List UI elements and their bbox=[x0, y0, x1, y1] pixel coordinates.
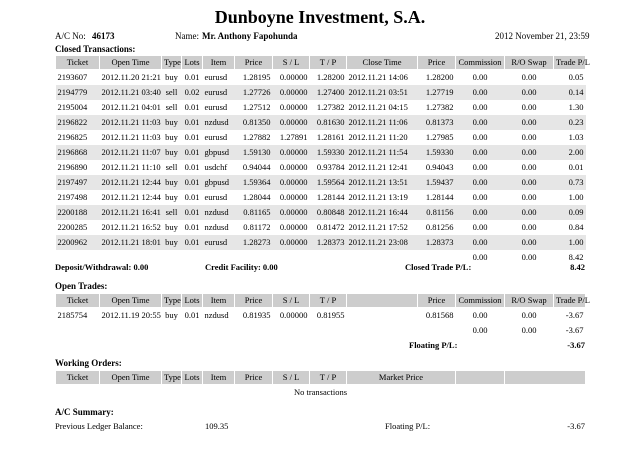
summary-title: A/C Summary: bbox=[55, 407, 114, 417]
table-cell: 0.00 bbox=[456, 205, 505, 220]
credit-label: Credit Facility: bbox=[205, 262, 261, 272]
working-empty-row bbox=[56, 385, 586, 401]
table-cell: 2196890 bbox=[57, 162, 88, 172]
table-cell: 1.28144 bbox=[316, 192, 345, 202]
table-cell: 1.27719 bbox=[418, 85, 456, 100]
table-cell: 1.00 bbox=[568, 192, 584, 202]
table-cell: 0.00 bbox=[472, 102, 488, 112]
table-cell: 1.28273 bbox=[235, 235, 273, 250]
table-cell: 0.00 bbox=[505, 145, 554, 160]
table-cell: 1.27512 bbox=[242, 102, 271, 112]
table-cell: 2012.11.21 11:03 bbox=[100, 115, 162, 130]
table-cell bbox=[347, 308, 418, 324]
table-cell: 1.27382 bbox=[425, 102, 454, 112]
table-cell: 0.00 bbox=[521, 310, 537, 320]
closed-pl-label: Closed Trade P/L: bbox=[405, 262, 472, 272]
column-header: Lots bbox=[182, 294, 203, 308]
table-cell: buy bbox=[162, 115, 182, 130]
deposit-value: 0.00 bbox=[133, 262, 149, 272]
name-label: Name: bbox=[175, 31, 199, 41]
table-cell: 0.81472 bbox=[316, 222, 345, 232]
table-cell: 0.00 bbox=[472, 72, 488, 82]
table-cell: 1.27400 bbox=[310, 85, 347, 100]
table-cell: 0.00000 bbox=[279, 222, 308, 232]
column-header: Market Price bbox=[347, 371, 456, 385]
table-cell: 0.00 bbox=[472, 162, 488, 172]
account-name: Mr. Anthony Fapohunda bbox=[202, 31, 298, 41]
table-cell: 2012.11.21 16:41 bbox=[100, 205, 162, 220]
column-header: Type bbox=[162, 56, 182, 70]
table-row[interactable] bbox=[56, 220, 586, 235]
column-header: Item bbox=[203, 371, 235, 385]
table-cell: 0.00 bbox=[521, 72, 537, 82]
table-cell: 0.81256 bbox=[425, 222, 454, 232]
table-cell: 0.05 bbox=[568, 72, 584, 82]
table-cell: 2195004 bbox=[57, 102, 88, 112]
account-number-label: A/C No: bbox=[55, 31, 86, 41]
open-trades-table bbox=[55, 293, 590, 338]
table-cell: 2012.11.21 11:54 bbox=[347, 145, 418, 160]
table-cell: 0.00000 bbox=[273, 115, 310, 130]
table-row[interactable] bbox=[56, 235, 586, 250]
column-header: S / L bbox=[273, 56, 310, 70]
table-cell: 2012.11.21 12:44 bbox=[101, 192, 161, 202]
deposit-label: Deposit/Withdrawal: bbox=[55, 262, 132, 272]
column-header: Ticket bbox=[56, 371, 100, 385]
table-cell: 2197498 bbox=[57, 192, 88, 202]
table-cell: 0.01 bbox=[184, 72, 200, 82]
table-cell: 2012.11.19 20:55 bbox=[101, 310, 161, 320]
table-row[interactable] bbox=[56, 70, 586, 86]
table-cell: 0.01 bbox=[182, 115, 203, 130]
working-orders-title: Working Orders: bbox=[55, 358, 122, 368]
table-cell: 0.00000 bbox=[279, 310, 308, 320]
column-header: Commission bbox=[456, 56, 505, 70]
table-row[interactable] bbox=[56, 85, 586, 100]
table-cell: eurusd bbox=[204, 102, 228, 112]
table-cell: eurusd bbox=[204, 72, 228, 82]
column-header: S / L bbox=[273, 371, 310, 385]
table-cell: 0.00 bbox=[505, 205, 554, 220]
table-cell: gbpusd bbox=[203, 175, 235, 190]
column-header: T / P bbox=[310, 294, 347, 308]
table-cell: 1.00 bbox=[554, 235, 586, 250]
column-header: Ticket bbox=[56, 294, 100, 308]
table-cell: sell bbox=[165, 102, 178, 112]
table-row[interactable] bbox=[56, 160, 586, 175]
table-cell: 0.01 bbox=[184, 102, 200, 112]
table-cell: nzdusd bbox=[204, 222, 229, 232]
no-transactions-text: No transactions bbox=[293, 387, 348, 397]
table-cell: 0.01 bbox=[182, 175, 203, 190]
table-cell: 2012.11.21 04:15 bbox=[348, 102, 408, 112]
table-cell: eurusd bbox=[203, 235, 235, 250]
table-cell: 0.23 bbox=[554, 115, 586, 130]
open-floating-label: Floating P/L: bbox=[409, 340, 458, 350]
table-cell: 0.01 bbox=[184, 192, 200, 202]
column-header: Close Time bbox=[347, 56, 418, 70]
table-cell: buy bbox=[162, 235, 182, 250]
account-number: 46173 bbox=[92, 31, 115, 41]
table-cell: 0.00 bbox=[521, 132, 537, 142]
column-header: Lots bbox=[182, 371, 203, 385]
table-cell: 0.81955 bbox=[316, 310, 345, 320]
table-cell: 0.81630 bbox=[310, 115, 347, 130]
table-cell: nzdusd bbox=[203, 205, 235, 220]
table-cell: 2012.11.20 21:21 bbox=[101, 72, 161, 82]
column-header: Price bbox=[418, 294, 456, 308]
table-cell: 2012.11.21 18:01 bbox=[100, 235, 162, 250]
table-cell: 2012.11.21 11:03 bbox=[101, 132, 161, 142]
table-cell: 2185754 bbox=[57, 310, 88, 320]
table-cell: 0.81350 bbox=[235, 115, 273, 130]
table-cell: 2012.11.21 04:01 bbox=[101, 102, 161, 112]
column-header: Ticket bbox=[56, 56, 100, 70]
table-cell: 0.00 bbox=[456, 115, 505, 130]
table-cell: 2012.11.21 14:06 bbox=[348, 72, 408, 82]
table-cell: 0.84 bbox=[568, 222, 584, 232]
table-cell: 2012.11.21 12:44 bbox=[100, 175, 162, 190]
table-cell: 2012.11.21 16:52 bbox=[101, 222, 161, 232]
table-cell: 1.28200 bbox=[316, 72, 345, 82]
table-cell: 0.00 bbox=[456, 145, 505, 160]
table-cell: 2193607 bbox=[57, 72, 88, 82]
table-cell: 1.28373 bbox=[310, 235, 347, 250]
table-cell: -3.67 bbox=[565, 310, 584, 320]
table-cell: 2012.11.21 11:06 bbox=[347, 115, 418, 130]
table-cell: 0.94043 bbox=[425, 162, 454, 172]
open-floating-value: -3.67 bbox=[567, 340, 585, 350]
table-row[interactable] bbox=[56, 145, 586, 160]
open-total-commission: 0.00 bbox=[472, 325, 488, 335]
table-cell: 0.01 bbox=[184, 132, 200, 142]
column-header: Open Time bbox=[100, 56, 162, 70]
table-cell: 0.00000 bbox=[273, 205, 310, 220]
table-cell: 2200285 bbox=[57, 222, 88, 232]
open-total-swap: 0.00 bbox=[521, 325, 537, 335]
previous-balance-value: 109.35 bbox=[205, 421, 229, 431]
previous-balance-label: Previous Ledger Balance: bbox=[55, 421, 143, 431]
column-header: Price bbox=[235, 56, 273, 70]
table-cell: eurusd bbox=[204, 132, 228, 142]
closed-total-commission: 0.00 bbox=[472, 252, 488, 262]
column-header: Type bbox=[162, 371, 182, 385]
table-cell: 1.59564 bbox=[310, 175, 347, 190]
deposit-withdrawal bbox=[55, 262, 148, 272]
table-cell: 0.01 bbox=[184, 222, 200, 232]
table-cell: 0.00 bbox=[521, 102, 537, 112]
table-cell: 0.00000 bbox=[279, 192, 308, 202]
table-row[interactable] bbox=[56, 205, 586, 220]
table-cell: 0.00 bbox=[521, 162, 537, 172]
table-cell: 0.00 bbox=[505, 85, 554, 100]
table-cell: 0.00000 bbox=[273, 175, 310, 190]
column-header: Open Time bbox=[100, 371, 162, 385]
column-header: Lots bbox=[182, 56, 203, 70]
table-cell: 0.81172 bbox=[243, 222, 271, 232]
table-cell: 0.93784 bbox=[316, 162, 345, 172]
column-header: Item bbox=[203, 294, 235, 308]
table-cell: 0.00 bbox=[456, 85, 505, 100]
table-cell: 1.59330 bbox=[310, 145, 347, 160]
table-cell: 0.80848 bbox=[310, 205, 347, 220]
table-cell: 2012.11.21 13:51 bbox=[347, 175, 418, 190]
table-cell: 1.59330 bbox=[418, 145, 456, 160]
table-cell: 0.00 bbox=[456, 175, 505, 190]
table-cell: 0.01 bbox=[184, 310, 200, 320]
table-cell: 1.27985 bbox=[425, 132, 454, 142]
credit-facility bbox=[205, 262, 278, 272]
closed-transactions-table bbox=[55, 55, 590, 265]
table-cell: 0.00 bbox=[472, 192, 488, 202]
summary-floating-value: -3.67 bbox=[567, 421, 585, 431]
table-cell: 0.73 bbox=[554, 175, 586, 190]
open-totals-row bbox=[56, 323, 586, 338]
table-cell: 0.00000 bbox=[273, 235, 310, 250]
open-total-pl: -3.67 bbox=[565, 325, 584, 335]
closed-transactions-title: Closed Transactions: bbox=[55, 44, 136, 54]
table-cell: 0.14 bbox=[554, 85, 586, 100]
working-orders-table bbox=[55, 370, 586, 400]
table-cell: 1.59437 bbox=[418, 175, 456, 190]
table-cell: 2012.11.21 13:19 bbox=[348, 192, 408, 202]
table-cell: 0.00 bbox=[505, 115, 554, 130]
table-cell: buy bbox=[165, 132, 178, 142]
table-cell: 2196825 bbox=[57, 132, 88, 142]
table-cell: 0.81373 bbox=[418, 115, 456, 130]
table-cell: 1.28161 bbox=[316, 132, 345, 142]
table-cell: 0.01 bbox=[182, 145, 203, 160]
table-cell: buy bbox=[165, 72, 178, 82]
table-cell: 0.81156 bbox=[418, 205, 456, 220]
column-header bbox=[347, 294, 418, 308]
column-header: R/O Swap bbox=[505, 56, 554, 70]
table-cell: 0.09 bbox=[554, 205, 586, 220]
credit-value: 0.00 bbox=[262, 262, 278, 272]
table-row[interactable] bbox=[56, 175, 586, 190]
table-cell: 2012.11.21 11:20 bbox=[348, 132, 408, 142]
table-cell: 0.00 bbox=[472, 222, 488, 232]
column-header: T / P bbox=[310, 371, 347, 385]
column-header: Item bbox=[203, 56, 235, 70]
report-datetime: 2012 November 21, 23:59 bbox=[495, 31, 590, 41]
table-cell: 2200962 bbox=[56, 235, 100, 250]
table-cell: 2012.11.21 23:08 bbox=[347, 235, 418, 250]
table-cell: 2012.11.21 03:51 bbox=[347, 85, 418, 100]
table-cell: gbpusd bbox=[203, 145, 235, 160]
table-cell: 0.01 bbox=[184, 162, 200, 172]
table-cell: 1.27891 bbox=[279, 132, 308, 142]
column-header: Commission bbox=[456, 294, 505, 308]
table-cell: 1.27726 bbox=[235, 85, 273, 100]
column-header: Price bbox=[418, 56, 456, 70]
table-cell: 2012.11.21 11:10 bbox=[101, 162, 161, 172]
column-header: S / L bbox=[273, 294, 310, 308]
open-trades-title: Open Trades: bbox=[55, 281, 108, 291]
table-cell: 0.00 bbox=[521, 192, 537, 202]
table-cell: buy bbox=[162, 175, 182, 190]
table-cell: 1.28044 bbox=[242, 192, 271, 202]
table-cell: 0.00000 bbox=[279, 72, 308, 82]
table-cell: nzdusd bbox=[204, 310, 229, 320]
table-cell: 0.01 bbox=[568, 162, 584, 172]
table-cell: 1.28373 bbox=[418, 235, 456, 250]
table-cell: 2012.11.21 11:07 bbox=[100, 145, 162, 160]
table-cell: 1.28200 bbox=[425, 72, 454, 82]
table-cell: eurusd bbox=[203, 85, 235, 100]
table-cell: buy bbox=[165, 222, 178, 232]
open-header-row bbox=[56, 294, 586, 308]
column-header: Type bbox=[162, 294, 182, 308]
table-cell: 0.00 bbox=[472, 310, 488, 320]
table-cell: 0.00 bbox=[521, 222, 537, 232]
table-cell: 2196868 bbox=[56, 145, 100, 160]
table-row[interactable] bbox=[56, 100, 586, 115]
table-row[interactable] bbox=[56, 115, 586, 130]
table-cell: 0.00000 bbox=[279, 162, 308, 172]
table-cell: buy bbox=[165, 192, 178, 202]
column-header: Trade P/L bbox=[554, 56, 586, 70]
column-header: Price bbox=[235, 371, 273, 385]
closed-total-pl: 8.42 bbox=[568, 252, 584, 262]
table-cell: eurusd bbox=[204, 192, 228, 202]
table-cell: 0.02 bbox=[182, 85, 203, 100]
working-header-row bbox=[56, 371, 586, 385]
table-cell: 0.81165 bbox=[235, 205, 273, 220]
column-header: Price bbox=[235, 294, 273, 308]
table-cell: nzdusd bbox=[203, 115, 235, 130]
column-header: Open Time bbox=[100, 294, 162, 308]
table-cell: 0.00000 bbox=[273, 85, 310, 100]
table-cell: 1.30 bbox=[568, 102, 584, 112]
table-cell: sell bbox=[165, 162, 178, 172]
table-cell: 0.00000 bbox=[273, 145, 310, 160]
table-cell: 2197497 bbox=[56, 175, 100, 190]
table-cell: 2196822 bbox=[56, 115, 100, 130]
table-cell: 0.94044 bbox=[242, 162, 271, 172]
closed-total-swap: 0.00 bbox=[521, 252, 537, 262]
table-cell: buy bbox=[165, 310, 178, 320]
column-header: R/O Swap bbox=[505, 294, 554, 308]
table-cell: 0.81568 bbox=[425, 310, 454, 320]
column-header: Trade P/L bbox=[554, 294, 586, 308]
table-cell: 0.00 bbox=[505, 175, 554, 190]
table-cell: 0.01 bbox=[182, 235, 203, 250]
table-cell: 1.59130 bbox=[235, 145, 273, 160]
table-cell: 0.00 bbox=[472, 132, 488, 142]
table-cell: 1.27382 bbox=[316, 102, 345, 112]
table-cell: 1.28195 bbox=[242, 72, 271, 82]
table-cell: usdchf bbox=[204, 162, 228, 172]
table-cell: 2012.11.21 17:52 bbox=[348, 222, 408, 232]
open-trade-row[interactable] bbox=[56, 308, 586, 324]
table-cell: 0.00 bbox=[505, 235, 554, 250]
report-title: Dunboyne Investment, S.A. bbox=[214, 7, 426, 27]
table-cell: 2.00 bbox=[554, 145, 586, 160]
table-cell: sell bbox=[162, 205, 182, 220]
table-cell: 1.59364 bbox=[235, 175, 273, 190]
table-cell: 1.28144 bbox=[425, 192, 454, 202]
table-cell: 0.01 bbox=[182, 205, 203, 220]
table-cell: 0.81935 bbox=[242, 310, 271, 320]
table-cell: 2012.11.21 12:41 bbox=[348, 162, 408, 172]
table-cell: 0.00000 bbox=[279, 102, 308, 112]
table-cell: 1.03 bbox=[568, 132, 584, 142]
table-cell: 0.00 bbox=[456, 235, 505, 250]
column-header: T / P bbox=[310, 56, 347, 70]
summary-floating-label: Floating P/L: bbox=[385, 421, 431, 431]
table-cell: buy bbox=[162, 145, 182, 160]
table-cell: 2012.11.21 16:44 bbox=[347, 205, 418, 220]
closed-header-row bbox=[56, 56, 586, 70]
closed-pl-value: 8.42 bbox=[570, 262, 585, 272]
column-header bbox=[456, 371, 505, 385]
table-cell: 2012.11.21 03:40 bbox=[100, 85, 162, 100]
table-row[interactable] bbox=[56, 130, 586, 145]
column-header bbox=[505, 371, 586, 385]
table-cell: 2194779 bbox=[56, 85, 100, 100]
table-cell: 2200188 bbox=[56, 205, 100, 220]
table-cell: 1.27882 bbox=[242, 132, 271, 142]
table-cell: sell bbox=[162, 85, 182, 100]
table-row[interactable] bbox=[56, 190, 586, 205]
